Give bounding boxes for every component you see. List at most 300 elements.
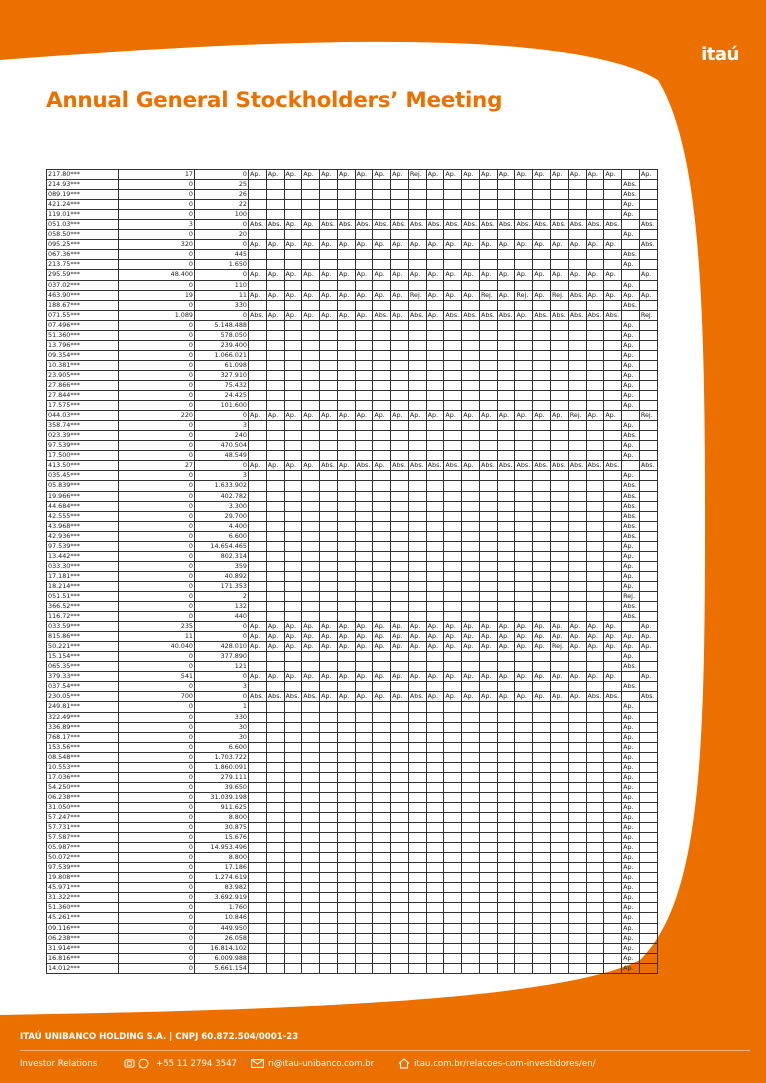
vote-cell: Abs. — [355, 220, 373, 230]
vote-cell — [551, 893, 569, 903]
vote-cell: Ap. — [515, 692, 533, 702]
vote-cell: Abs. — [249, 220, 267, 230]
share-count-cell: 100 — [195, 210, 249, 220]
share-count-cell: 0 — [195, 270, 249, 280]
vote-cell — [604, 260, 622, 270]
vote-cell — [515, 280, 533, 290]
share-count-cell: 0 — [119, 401, 195, 411]
vote-cell — [533, 823, 551, 833]
vote-cell — [391, 762, 409, 772]
vote-cell — [479, 853, 497, 863]
vote-cell — [444, 531, 462, 541]
vote-cell — [408, 923, 426, 933]
vote-cell: Ap. — [622, 561, 640, 571]
vote-cell: Ap. — [622, 471, 640, 481]
vote-cell: Ap. — [391, 290, 409, 300]
vote-cell: Abs. — [320, 461, 338, 471]
vote-cell — [462, 933, 480, 943]
vote-cell: Ap. — [604, 642, 622, 652]
table-row — [47, 602, 658, 612]
vote-cell — [337, 531, 355, 541]
share-count-cell: 0 — [119, 843, 195, 853]
table-row — [47, 511, 658, 521]
vote-cell — [302, 180, 320, 190]
table-row — [47, 943, 658, 953]
vote-cell: Ap. — [266, 672, 284, 682]
vote-cell: Abs. — [586, 692, 604, 702]
vote-cell — [515, 853, 533, 863]
vote-cell — [551, 903, 569, 913]
vote-cell — [568, 762, 586, 772]
vote-cell — [444, 712, 462, 722]
share-count-cell: 3.692.919 — [195, 893, 249, 903]
vote-cell — [604, 843, 622, 853]
vote-cell — [586, 280, 604, 290]
vote-cell — [639, 421, 657, 431]
phone-icon — [124, 1058, 135, 1069]
vote-cell — [284, 380, 302, 390]
share-count-cell: 0 — [119, 481, 195, 491]
vote-cell — [568, 802, 586, 812]
vote-cell — [604, 612, 622, 622]
vote-cell: Ap. — [444, 170, 462, 180]
shareholder-id-cell: 10.381*** — [47, 360, 119, 370]
vote-cell — [515, 350, 533, 360]
vote-cell — [284, 782, 302, 792]
vote-cell — [568, 511, 586, 521]
vote-cell — [551, 441, 569, 451]
vote-cell — [302, 190, 320, 200]
vote-cell — [426, 200, 444, 210]
vote-cell — [497, 370, 515, 380]
vote-cell — [373, 903, 391, 913]
vote-cell — [302, 883, 320, 893]
vote-cell — [462, 471, 480, 481]
vote-cell — [391, 782, 409, 792]
table-row — [47, 692, 658, 702]
vote-cell — [515, 843, 533, 853]
table-row — [47, 712, 658, 722]
share-count-cell: 48.549 — [195, 451, 249, 461]
vote-cell — [639, 813, 657, 823]
share-count-cell: 0 — [119, 823, 195, 833]
vote-cell — [426, 782, 444, 792]
vote-cell — [551, 943, 569, 953]
vote-cell: Ap. — [391, 692, 409, 702]
vote-cell — [479, 843, 497, 853]
vote-cell — [568, 883, 586, 893]
vote-cell: Ap. — [497, 642, 515, 652]
vote-cell — [284, 451, 302, 461]
vote-cell — [444, 280, 462, 290]
share-count-cell: 0 — [119, 893, 195, 903]
footer-website[interactable]: itau.com.br/relacoes-com-investidores/en/ — [414, 1059, 596, 1069]
vote-cell — [515, 391, 533, 401]
table-row — [47, 933, 658, 943]
vote-cell — [355, 340, 373, 350]
vote-cell — [604, 662, 622, 672]
vote-cell — [249, 230, 267, 240]
vote-cell — [462, 501, 480, 511]
vote-cell — [249, 843, 267, 853]
vote-cell — [568, 200, 586, 210]
share-count-cell: 11 — [195, 290, 249, 300]
table-row — [47, 411, 658, 421]
vote-cell — [249, 541, 267, 551]
table-row — [47, 370, 658, 380]
shareholder-id-cell: 379.33*** — [47, 672, 119, 682]
share-count-cell: 0 — [195, 692, 249, 702]
vote-cell — [515, 893, 533, 903]
vote-cell — [266, 210, 284, 220]
vote-cell — [249, 441, 267, 451]
vote-cell — [337, 813, 355, 823]
vote-cell — [284, 521, 302, 531]
vote-cell — [497, 742, 515, 752]
vote-cell — [266, 521, 284, 531]
vote-cell — [586, 230, 604, 240]
vote-cell — [497, 833, 515, 843]
vote-cell — [373, 521, 391, 531]
vote-cell — [497, 250, 515, 260]
vote-cell: Ap. — [622, 893, 640, 903]
vote-cell: Ap. — [622, 210, 640, 220]
vote-cell: Ap. — [337, 642, 355, 652]
vote-cell — [249, 792, 267, 802]
vote-cell — [284, 541, 302, 551]
vote-cell — [337, 561, 355, 571]
vote-cell — [515, 360, 533, 370]
vote-cell — [444, 873, 462, 883]
vote-cell — [444, 180, 462, 190]
table-row — [47, 250, 658, 260]
vote-cell — [355, 260, 373, 270]
vote-cell — [266, 551, 284, 561]
vote-cell — [408, 190, 426, 200]
vote-cell: Abs. — [586, 220, 604, 230]
vote-cell — [408, 370, 426, 380]
vote-cell — [249, 652, 267, 662]
vote-cell: Ap. — [515, 310, 533, 320]
vote-cell: Ap. — [408, 642, 426, 652]
vote-cell — [479, 320, 497, 330]
share-count-cell: 0 — [119, 883, 195, 893]
vote-cell: Ap. — [284, 240, 302, 250]
vote-cell — [320, 541, 338, 551]
vote-cell — [462, 230, 480, 240]
vote-cell — [320, 531, 338, 541]
vote-cell — [284, 360, 302, 370]
table-row — [47, 732, 658, 742]
vote-cell — [373, 782, 391, 792]
vote-cell — [391, 813, 409, 823]
vote-cell — [426, 531, 444, 541]
vote-cell: Ap. — [497, 622, 515, 632]
vote-cell — [639, 571, 657, 581]
vote-cell — [604, 953, 622, 963]
vote-cell — [320, 742, 338, 752]
vote-cell — [284, 963, 302, 973]
vote-cell: Ap. — [515, 672, 533, 682]
vote-cell: Abs. — [444, 220, 462, 230]
vote-cell — [444, 210, 462, 220]
vote-cell — [284, 772, 302, 782]
vote-cell — [497, 792, 515, 802]
vote-cell — [604, 471, 622, 481]
vote-cell — [462, 782, 480, 792]
vote-cell — [586, 401, 604, 411]
vote-cell — [639, 953, 657, 963]
vote-cell — [284, 210, 302, 220]
vote-cell: Ap. — [302, 632, 320, 642]
vote-cell — [639, 752, 657, 762]
shareholder-id-cell: 17.575*** — [47, 401, 119, 411]
vote-cell: Ap. — [497, 240, 515, 250]
vote-cell — [391, 963, 409, 973]
vote-cell — [373, 501, 391, 511]
vote-cell — [320, 190, 338, 200]
vote-cell — [408, 210, 426, 220]
vote-cell — [479, 752, 497, 762]
vote-cell — [355, 833, 373, 843]
vote-cell — [373, 391, 391, 401]
vote-cell — [320, 451, 338, 461]
vote-cell — [586, 963, 604, 973]
vote-cell — [266, 421, 284, 431]
vote-cell — [604, 300, 622, 310]
vote-cell — [639, 320, 657, 330]
share-count-cell: 0 — [119, 712, 195, 722]
vote-cell — [320, 330, 338, 340]
vote-cell — [337, 682, 355, 692]
vote-cell — [533, 501, 551, 511]
vote-cell: Abs. — [622, 250, 640, 260]
vote-cell — [586, 652, 604, 662]
vote-cell — [249, 863, 267, 873]
vote-cell — [426, 792, 444, 802]
vote-cell — [249, 401, 267, 411]
vote-cell: Ap. — [622, 752, 640, 762]
vote-cell: Ap. — [622, 923, 640, 933]
vote-cell — [337, 380, 355, 390]
vote-cell: Ap. — [320, 170, 338, 180]
vote-cell — [639, 883, 657, 893]
vote-cell — [391, 883, 409, 893]
vote-cell — [337, 260, 355, 270]
vote-cell — [604, 541, 622, 551]
vote-cell — [266, 873, 284, 883]
vote-cell: Abs. — [604, 461, 622, 471]
vote-cell: Ap. — [479, 240, 497, 250]
shareholder-id-cell: 322.49*** — [47, 712, 119, 722]
vote-cell — [249, 612, 267, 622]
vote-cell — [515, 300, 533, 310]
share-count-cell: 1.089 — [119, 310, 195, 320]
vote-cell — [479, 551, 497, 561]
vote-cell — [551, 843, 569, 853]
vote-cell — [320, 380, 338, 390]
share-count-cell: 0 — [119, 752, 195, 762]
share-count-cell: 911.625 — [195, 802, 249, 812]
voting-table — [46, 169, 658, 974]
vote-cell — [444, 923, 462, 933]
vote-cell — [337, 451, 355, 461]
share-count-cell: 0 — [119, 491, 195, 501]
vote-cell — [249, 250, 267, 260]
vote-cell — [622, 692, 640, 702]
vote-cell — [586, 200, 604, 210]
vote-cell — [515, 210, 533, 220]
vote-cell — [320, 340, 338, 350]
vote-cell — [444, 330, 462, 340]
vote-cell — [533, 702, 551, 712]
vote-cell — [497, 903, 515, 913]
vote-cell — [479, 682, 497, 692]
vote-cell — [266, 541, 284, 551]
vote-cell — [586, 762, 604, 772]
vote-cell — [462, 682, 480, 692]
vote-cell — [337, 662, 355, 672]
vote-cell — [284, 571, 302, 581]
vote-cell — [249, 370, 267, 380]
vote-cell — [391, 612, 409, 622]
vote-cell — [515, 652, 533, 662]
vote-cell — [249, 823, 267, 833]
vote-cell — [426, 823, 444, 833]
vote-cell: Ap. — [284, 632, 302, 642]
vote-cell — [515, 541, 533, 551]
vote-cell — [551, 712, 569, 722]
vote-cell — [568, 441, 586, 451]
vote-cell: Ap. — [444, 692, 462, 702]
vote-cell — [408, 742, 426, 752]
vote-cell — [320, 893, 338, 903]
vote-cell — [444, 451, 462, 461]
vote-cell — [320, 612, 338, 622]
vote-cell — [302, 833, 320, 843]
vote-cell — [337, 602, 355, 612]
vote-cell: Ap. — [462, 642, 480, 652]
vote-cell — [568, 843, 586, 853]
vote-cell — [551, 873, 569, 883]
vote-cell — [337, 752, 355, 762]
vote-cell: Ap. — [408, 672, 426, 682]
footer-phone[interactable]: +55 11 2794 3547 — [156, 1059, 238, 1069]
vote-cell — [249, 330, 267, 340]
vote-cell — [568, 210, 586, 220]
vote-cell — [426, 370, 444, 380]
vote-cell — [533, 903, 551, 913]
shareholder-id-cell: 31.050*** — [47, 802, 119, 812]
vote-cell — [568, 380, 586, 390]
vote-cell — [533, 180, 551, 190]
vote-cell — [249, 933, 267, 943]
footer-email[interactable]: ri@itau-unibanco.com.br — [268, 1059, 375, 1069]
vote-cell — [639, 792, 657, 802]
vote-cell — [249, 802, 267, 812]
vote-cell — [337, 963, 355, 973]
vote-cell — [568, 853, 586, 863]
table-row — [47, 682, 658, 692]
vote-cell — [266, 762, 284, 772]
vote-cell: Abs. — [355, 461, 373, 471]
table-row — [47, 240, 658, 250]
vote-cell — [462, 300, 480, 310]
vote-cell: Ap. — [639, 622, 657, 632]
shareholder-id-cell: 214.93*** — [47, 180, 119, 190]
vote-cell: Abs. — [533, 310, 551, 320]
vote-cell — [373, 863, 391, 873]
share-count-cell: 0 — [119, 853, 195, 863]
vote-cell — [533, 210, 551, 220]
vote-cell — [373, 250, 391, 260]
table-row — [47, 330, 658, 340]
shareholder-id-cell: 037.54*** — [47, 682, 119, 692]
vote-cell — [586, 833, 604, 843]
share-count-cell: 1.860.091 — [195, 762, 249, 772]
share-count-cell: 0 — [119, 380, 195, 390]
vote-cell — [337, 360, 355, 370]
vote-cell: Ap. — [586, 632, 604, 642]
vote-cell — [515, 943, 533, 953]
vote-cell: Ap. — [266, 310, 284, 320]
vote-cell — [586, 883, 604, 893]
vote-cell — [337, 732, 355, 742]
vote-cell — [337, 652, 355, 662]
vote-cell — [266, 401, 284, 411]
vote-cell — [497, 340, 515, 350]
vote-cell — [586, 541, 604, 551]
share-count-cell: 0 — [119, 581, 195, 591]
share-count-cell: 330 — [195, 300, 249, 310]
vote-cell — [604, 200, 622, 210]
vote-cell — [639, 652, 657, 662]
vote-cell — [551, 752, 569, 762]
vote-cell — [391, 652, 409, 662]
vote-cell — [426, 712, 444, 722]
vote-cell — [373, 762, 391, 772]
vote-cell: Abs. — [497, 310, 515, 320]
vote-cell — [639, 943, 657, 953]
vote-cell — [302, 953, 320, 963]
share-count-cell: 1.760 — [195, 903, 249, 913]
vote-cell — [515, 762, 533, 772]
vote-cell — [515, 873, 533, 883]
share-count-cell: 327.910 — [195, 370, 249, 380]
vote-cell — [337, 320, 355, 330]
vote-cell — [337, 250, 355, 260]
table-row — [47, 893, 658, 903]
vote-cell — [391, 451, 409, 461]
vote-cell — [266, 260, 284, 270]
vote-cell — [266, 682, 284, 692]
vote-cell — [462, 260, 480, 270]
vote-cell — [604, 602, 622, 612]
vote-cell: Ap. — [302, 290, 320, 300]
vote-cell — [355, 481, 373, 491]
vote-cell — [515, 702, 533, 712]
vote-cell: Ap. — [249, 642, 267, 652]
vote-cell — [515, 441, 533, 451]
vote-cell — [391, 300, 409, 310]
vote-cell — [551, 370, 569, 380]
vote-cell — [604, 943, 622, 953]
vote-cell — [249, 260, 267, 270]
vote-cell — [391, 843, 409, 853]
vote-cell — [391, 360, 409, 370]
vote-cell — [639, 732, 657, 742]
vote-cell: Abs. — [622, 180, 640, 190]
